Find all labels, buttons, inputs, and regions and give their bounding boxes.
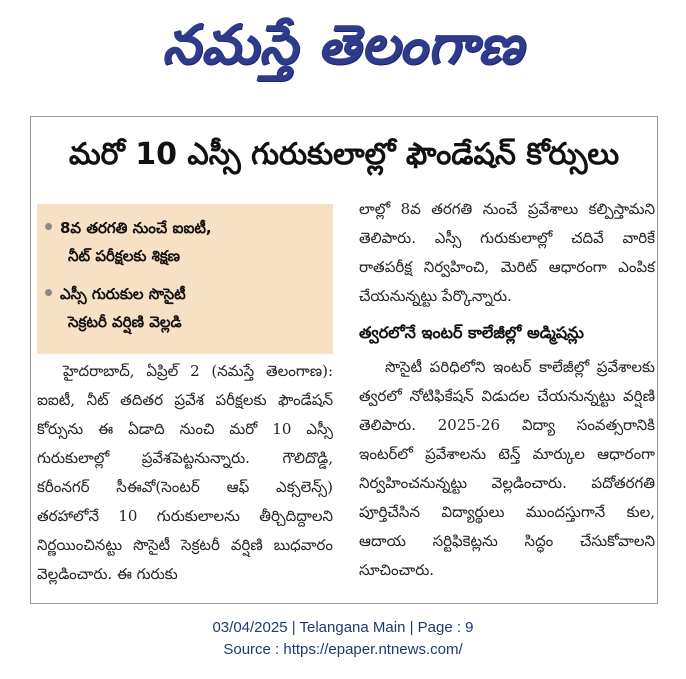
highlight-line: సెక్రటరీ వర్షిణి వెల్లడి	[68, 313, 182, 331]
body-paragraph: హైదరాబాద్‌, ఏప్రిల్‌ 2 (నమస్తే తెలంగాణ): ఐఐటీ, నీట్‌ తదితర ప్రవేశ పరీక్షలకు ఫౌండేషన్‌ కోర్సును ఈ ఏడాది నుంచి మరో 10 ఎస్సీ గురుకులాల్లో ప్రవేశపెట్టనున్నారు. గౌలిదొడ్డి, కరీంనగర్‌ సీఈవో(సెంటర్‌ ఆఫ్‌ ఎక్సలెన్స్‌) తరహాలోనే 10 గురుకులాలను తీర్చిదిద్దాలని నిర్ణయించినట్టు సొసైటీ సెక్రటరీ వర్షిణి బుధవారం వెల్లడించారు. ఈ గురుకు	[37, 362, 333, 583]
body-paragraph: సొసైటీ పరిధిలోని ఇంటర్‌ కాలేజీల్లో ప్రవేశాలకు త్వరలో నోటిఫికేషన్‌ విడుదల చేయనున్నట్టు వర్షిణి తెలిపారు. 2025-26 విద్యా సంవత్సరానికి ఇంటర్‌లో ప్రవేశాలను టెన్త్‌ మార్కుల ఆధారంగా నిర్వహించనున్నట్టు వెల్లడించారు. పదోతరగతి పూర్తిచేసిన విద్యార్థులు ముందస్తుగానే కుల, ఆదాయ సర్టిఫికెట్లను సిద్ధం చేసుకోవాలని సూచించారు.	[359, 358, 655, 579]
source-link[interactable]: Source : https://epaper.ntnews.com/	[223, 641, 463, 658]
body-paragraph: లాల్లో 8వ తరగతి నుంచే ప్రవేశాలు కల్పిస్తామని తెలిపారు. ఎస్సీ గురుకులాల్లో చదివే వారికే రాతపరీక్ష నిర్వహించి, మెరిట్‌ ఆధారంగా ఎంపిక చేయనున్నట్టు పేర్కొన్నారు.	[359, 200, 655, 305]
masthead	[0, 0, 686, 88]
article-headline: మరో 10 ఎస్సీ గురుకులాల్లో ఫౌండేషన్‌ కోర్సులు	[68, 137, 620, 172]
edition-info: 03/04/2025 | Telangana Main | Page : 9	[212, 619, 474, 636]
right-column-bottom	[359, 353, 655, 585]
highlights-box	[37, 204, 333, 354]
article-subheading: త్వరలోనే ఇంటర్‌ కాలేజీల్లో అడ్మిషన్లు	[359, 323, 584, 342]
highlight-line: 8వ తరగతి నుంచే ఐఐటీ,	[60, 219, 212, 237]
bullet-icon	[45, 289, 52, 296]
highlight-line: ఎస్సీ గురుకుల సొసైటీ	[60, 285, 186, 303]
bullet-icon	[45, 223, 52, 230]
left-column	[37, 357, 333, 589]
highlight-item	[45, 214, 325, 270]
article-clipping	[30, 116, 658, 604]
highlight-item	[45, 280, 325, 336]
right-column-top	[359, 195, 655, 311]
newspaper-logo: నమస్తే తెలంగాణ	[162, 12, 524, 76]
highlight-line: నీట్‌ పరీక్షలకు శిక్షణ	[68, 247, 181, 265]
